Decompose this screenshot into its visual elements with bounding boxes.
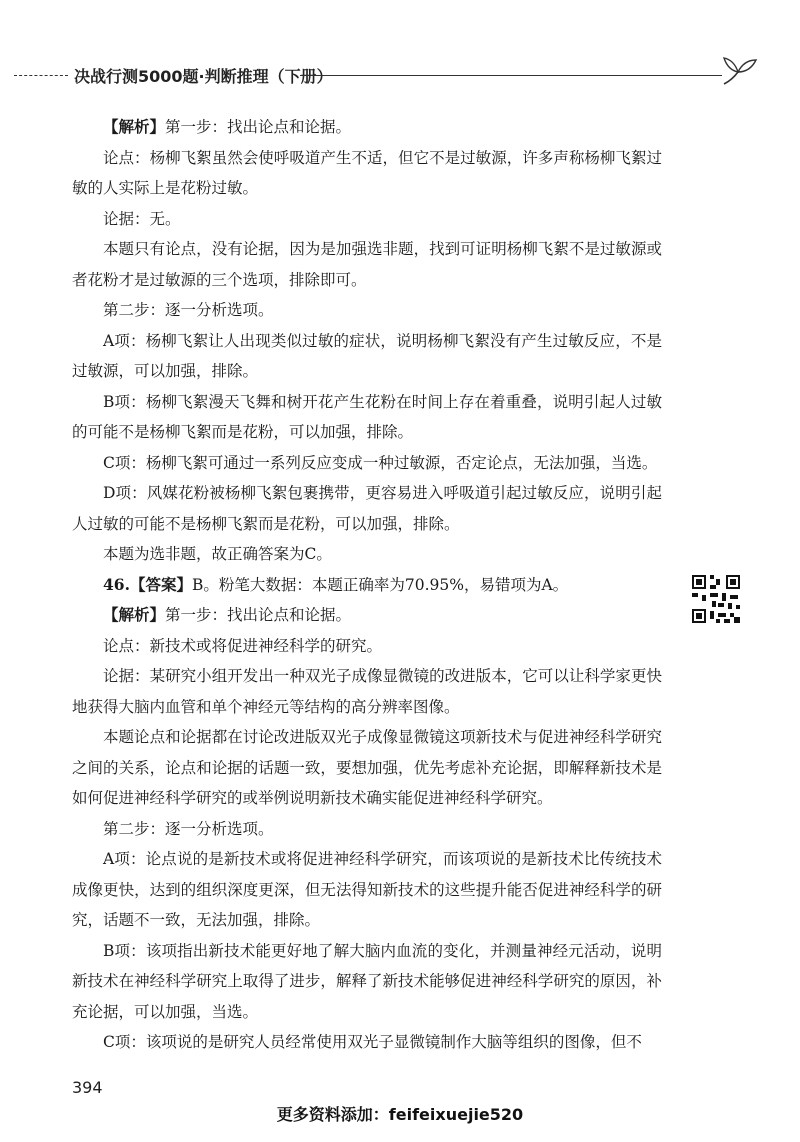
body-paragraph bbox=[72, 295, 662, 326]
header-rule-left bbox=[14, 75, 68, 76]
paragraph-text: 论点：杨柳飞絮虽然会使呼吸道产生不适，但它不是过敏源，许多声称杨柳飞絮过敏的人实际上是花粉过敏。 bbox=[72, 148, 662, 197]
body-paragraph bbox=[72, 234, 662, 295]
body-paragraph bbox=[72, 143, 662, 204]
header-title: 决战行测5000题·判断推理（下册） bbox=[74, 67, 333, 86]
paragraph-text: 第一步：找出论点和论据。 bbox=[165, 606, 352, 624]
qr-code-icon bbox=[690, 573, 742, 625]
paragraph-text: B项：该项指出新技术能更好地了解大脑内血流的变化，并测量神经元活动，说明新技术在神经科学研究上取得了进步，解释了新技术能够促进神经科学研究的原因，补充论据，可以加强，当选。 bbox=[72, 941, 662, 1021]
paragraph-text: 论点：新技术或将促进神经科学的研究。 bbox=[103, 636, 383, 655]
header-rule-right bbox=[300, 75, 722, 76]
paragraph-text: 第二步：逐一分析选项。 bbox=[103, 819, 274, 838]
body-paragraph bbox=[72, 112, 662, 143]
body-paragraph bbox=[72, 661, 662, 722]
paragraph-text: 本题论点和论据都在讨论改进版双光子成像显微镜这项新技术与促进神经科学研究之间的关系，论点和论据的话题一致，要想加强，优先考虑补充论据，即解释新技术是如何促进神经科学研究的或举例说明新技术确实能促进神经科学研究。 bbox=[72, 728, 662, 807]
paragraph-text: C项：该项说的是研究人员经常使用双光子显微镜制作大脑等组织的图像，但不 bbox=[103, 1033, 642, 1051]
paragraph-text: 第二步：逐一分析选项。 bbox=[103, 301, 274, 319]
paragraph-text: 本题为选非题，故正确答案为C。 bbox=[103, 545, 332, 563]
paragraph-text: C项：杨柳飞絮可通过一系列反应变成一种过敏源，否定论点，无法加强，当选。 bbox=[103, 453, 658, 472]
body-paragraph bbox=[72, 478, 662, 539]
paragraph-text: B。粉笔大数据：本题正确率为70.95%，易错项为A。 bbox=[191, 575, 569, 594]
paragraph-text: A项：杨柳飞絮让人出现类似过敏的症状，说明杨柳飞絮没有产生过敏反应，不是过敏源，可以加强，排除。 bbox=[72, 331, 662, 380]
paragraph-text: B项：杨柳飞絮漫天飞舞和树开花产生花粉在时间上存在着重叠，说明引起人过敏的可能不是杨柳飞絮而是花粉，可以加强，排除。 bbox=[72, 392, 662, 441]
page-body bbox=[72, 112, 662, 1058]
body-paragraph bbox=[72, 448, 662, 479]
body-paragraph bbox=[72, 844, 662, 936]
paragraph-text: 论据：无。 bbox=[103, 209, 181, 228]
sprout-icon bbox=[720, 50, 760, 86]
body-paragraph bbox=[72, 539, 662, 570]
body-paragraph bbox=[72, 936, 662, 1028]
paragraph-lead: 【解析】 bbox=[103, 117, 166, 136]
running-header bbox=[0, 58, 800, 88]
body-paragraph bbox=[72, 570, 662, 601]
page-number: 394 bbox=[72, 1078, 103, 1097]
body-paragraph bbox=[72, 326, 662, 387]
body-paragraph bbox=[72, 722, 662, 814]
paragraph-text: 本题只有论点，没有论据，因为是加强选非题，找到可证明杨柳飞絮不是过敏源或者花粉才是过敏源的三个选项，排除即可。 bbox=[72, 240, 662, 289]
body-paragraph bbox=[72, 387, 662, 448]
footer-note: 更多资料添加：feifeixuejie520 bbox=[276, 1105, 524, 1124]
body-paragraph bbox=[72, 600, 662, 631]
body-paragraph bbox=[72, 631, 662, 662]
body-paragraph bbox=[72, 1027, 662, 1058]
paragraph-text: 论据：某研究小组开发出一种双光子成像显微镜的改进版本，它可以让科学家更快地获得大脑内血管和单个神经元等结构的高分辨率图像。 bbox=[72, 667, 662, 716]
paragraph-text: D项：风媒花粉被杨柳飞絮包裹携带，更容易进入呼吸道引起过敏反应，说明引起人过敏的可能不是杨柳飞絮而是花粉，可以加强，排除。 bbox=[72, 484, 662, 533]
paragraph-lead: 46.【答案】 bbox=[103, 574, 192, 594]
body-paragraph bbox=[72, 204, 662, 235]
paragraph-text: A项：论点说的是新技术或将促进神经科学研究，而该项说的是新技术比传统技术成像更快，达到的组织深度更深，但无法得知新技术的这些提升能否促进神经科学的研究，话题不一致，无法加强，排除。 bbox=[72, 850, 662, 929]
paragraph-text: 第一步：找出论点和论据。 bbox=[165, 118, 352, 136]
body-paragraph bbox=[72, 814, 662, 845]
paragraph-lead: 【解析】 bbox=[103, 605, 166, 624]
